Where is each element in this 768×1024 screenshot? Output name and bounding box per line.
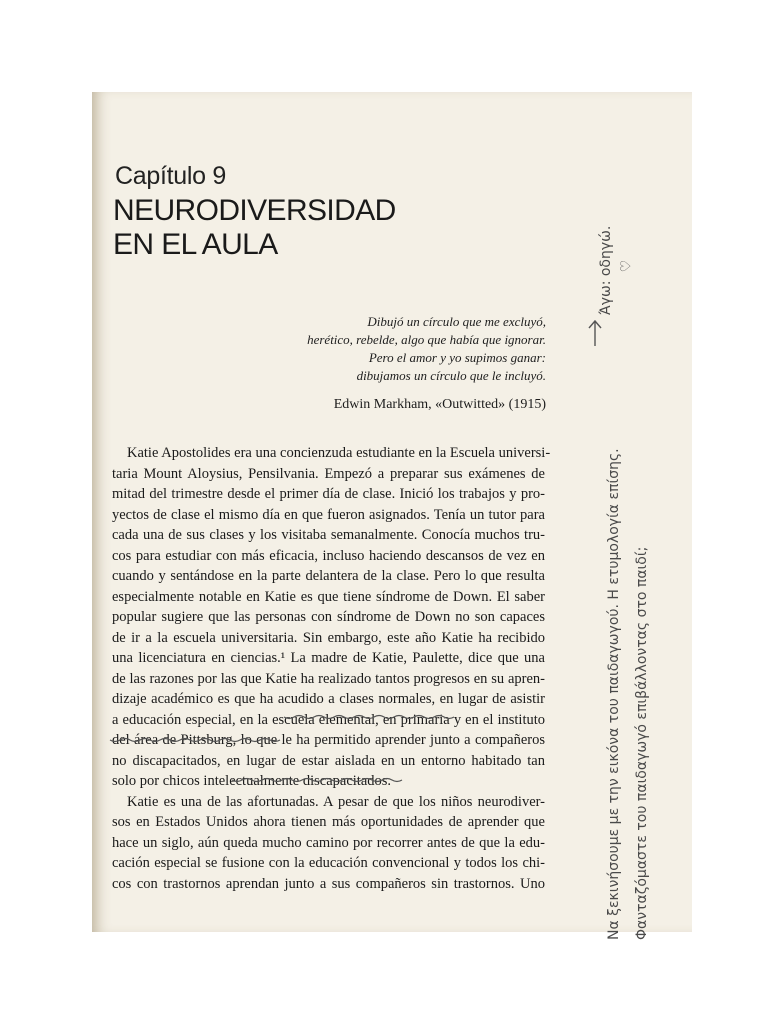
- body-line: yectos de clase el mismo día en que fueron asignados. Tenía un tutor para: [112, 506, 545, 523]
- body-line: solo por chicos intelectualmente discapacitados.: [112, 773, 392, 789]
- handwritten-arrow-note: Άγω: οδηγώ.: [598, 225, 614, 315]
- chapter-title: [113, 194, 396, 262]
- epigraph-line: Dibujó un círculo que me excluyó,: [367, 314, 546, 329]
- heart-icon: ♡: [618, 259, 635, 273]
- chapter-title-line: NEURODIVERSIDAD: [113, 194, 396, 227]
- handwritten-line: Να ξεκινήσουμε με την εικόνα του παιδαγωγού. Η ετυμολογία επίσης.: [606, 448, 622, 940]
- epigraph: [206, 313, 546, 385]
- handwritten-line: Φανταζόμαστε του παιδαγωγό επιβάλλοντας στο παιδί;: [634, 546, 650, 940]
- body-line: no discapacitados, en lugar de estar aislada en un entorno habitado tan: [112, 752, 545, 769]
- body-text: [112, 443, 551, 894]
- body-line: de las razones por las que Katie ha realizado tantos progresos en su apren-: [112, 670, 545, 687]
- body-line: popular sugiere que las personas con síndrome de Down no son capaces: [112, 609, 545, 625]
- body-line: especialmente notable en Katie es que tiene síndrome de Down. El saber: [112, 588, 545, 605]
- body-line: cación especial se fusione con la educación convencional y todos los chi-: [112, 855, 545, 871]
- body-line: cos para estudiar con más eficacia, incluso haciendo descansos de vez en: [112, 547, 545, 564]
- body-line: mitad del trimestre desde el primer día de clase. Inició los trabajos y pro-: [112, 486, 545, 502]
- chapter-number: Capítulo 9: [115, 162, 226, 190]
- body-line: taria Mount Aloysius, Pensilvania. Empezó a preparar sus exámenes de: [112, 465, 545, 482]
- body-line: cada una de sus clases y los visitaba semanalmente. Conocía muchos tru-: [112, 527, 545, 543]
- body-line: cos con trastornos aprendan junto a sus compañeros sin trastornos. Uno: [112, 875, 545, 892]
- body-line: Katie es una de las afortunadas. A pesar de que los niños neurodiver-: [127, 793, 545, 810]
- body-line: una licenciatura en ciencias.¹ La madre de Katie, Paulette, dice que una: [112, 650, 545, 666]
- body-line: hace un siglo, aún queda mucho camino por recorrer antes de que la edu-: [112, 834, 545, 851]
- body-line: del área de Pittsburg, lo que le ha permitido aprender junto a compañeros: [112, 732, 545, 748]
- epigraph-line: Pero el amor y yo supimos ganar:: [368, 350, 546, 365]
- epigraph-line: herético, rebelde, algo que había que ignorar.: [307, 332, 546, 347]
- epigraph-line: dibujamos un círculo que le incluyó.: [356, 368, 546, 383]
- body-line: sos en Estados Unidos ahora tienen más oportunidades de aprender que: [112, 814, 545, 830]
- body-line: cuando y sentándose en la parte delantera de la clase. Pero lo que resulta: [112, 568, 545, 584]
- body-line: a educación especial, en la escuela elemental, en primaria y en el instituto: [112, 711, 545, 728]
- body-line: dizaje académico es que ha acudido a clases normales, en lugar de asistir: [112, 691, 545, 707]
- epigraph-attribution: Edwin Markham, «Outwitted» (1915): [333, 397, 546, 412]
- body-line: de ir a la escuela universitaria. Sin embargo, este año Katie ha recibido: [112, 629, 545, 646]
- body-line: Katie Apostolides era una concienzuda estudiante en la Escuela universi-: [127, 445, 551, 461]
- chapter-title-line: EN EL AULA: [113, 228, 278, 261]
